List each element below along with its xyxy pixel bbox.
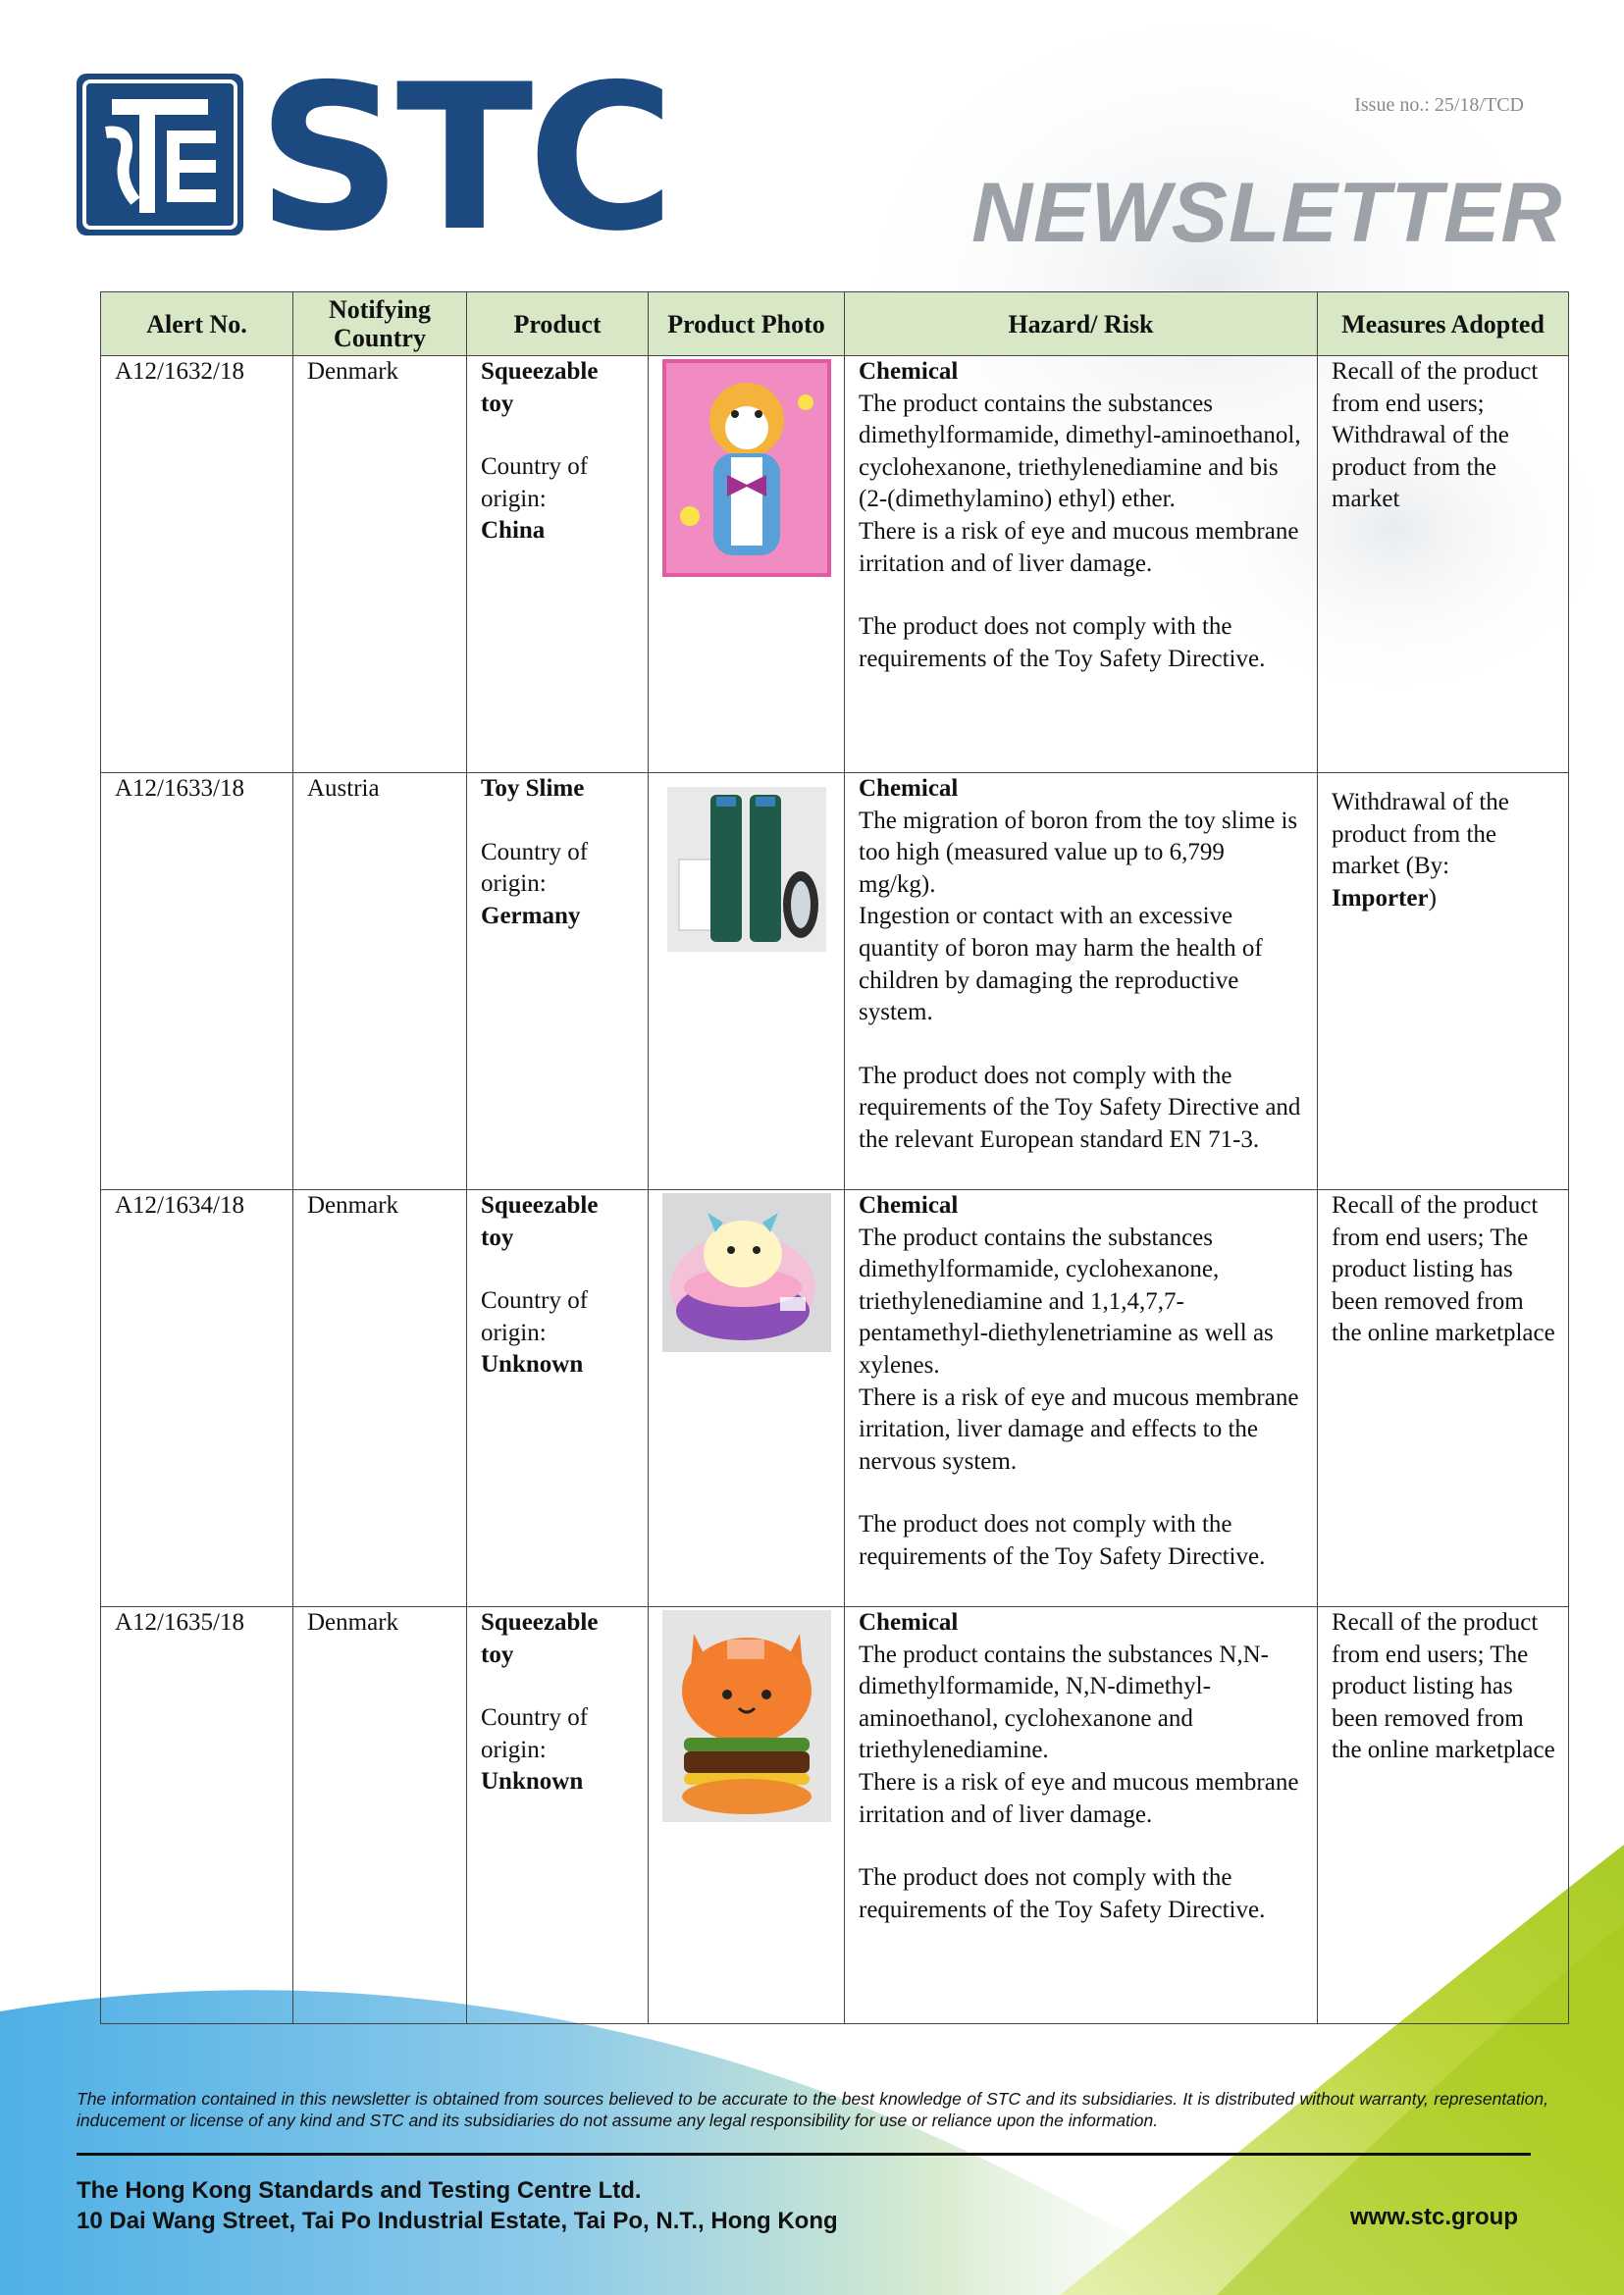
product-name: Squeezable toy xyxy=(481,358,599,417)
notifying-country: Denmark xyxy=(293,1607,467,2024)
measures-adopted xyxy=(1318,773,1569,1190)
product-photo-cell xyxy=(649,356,845,773)
notifying-country: Denmark xyxy=(293,1190,467,1607)
hazard-cell xyxy=(845,1607,1318,2024)
product-photo-cell xyxy=(649,1190,845,1607)
table-row xyxy=(101,356,1569,773)
header-hazard-risk: Hazard/ Risk xyxy=(845,292,1318,356)
hazard-cell xyxy=(845,773,1318,1190)
hazard-text: The product contains the substances dimethylformamide, cyclohexanone, triethylenediamine and 1,1,4,7,7-pentamethyl-diethylenetriamine as well as xylenes. xyxy=(859,1224,1274,1379)
footer-divider xyxy=(77,2153,1531,2156)
table-row xyxy=(101,1607,1569,2024)
notifying-country: Denmark xyxy=(293,356,467,773)
hazard-text: The migration of boron from the toy slime is too high (measured value up to 6,799 mg/kg). xyxy=(859,807,1298,898)
squeeze-toy-cat-burger-photo-icon xyxy=(662,1610,831,1822)
hazard-title: Chemical xyxy=(859,1192,959,1219)
compliance-text: The product does not comply with the requirements of the Toy Safety Directive. xyxy=(859,613,1266,672)
stc-logo-icon xyxy=(77,74,243,235)
origin-label: Country of origin: xyxy=(481,453,589,512)
alerts-table xyxy=(100,291,1569,2024)
origin-label: Country of origin: xyxy=(481,1287,589,1346)
origin-country: Unknown xyxy=(481,1768,584,1796)
table-header-row xyxy=(101,292,1569,356)
notifying-country: Austria xyxy=(293,773,467,1190)
hazard-cell xyxy=(845,1190,1318,1607)
product-name: Squeezable toy xyxy=(481,1609,599,1668)
stc-logo-text: STC xyxy=(257,42,669,276)
measures-text: Withdrawal of the product from the market (By: xyxy=(1332,789,1509,880)
company-address: 10 Dai Wang Street, Tai Po Industrial Estate, Tai Po, N.T., Hong Kong xyxy=(77,2208,838,2234)
product-photo-cell xyxy=(649,773,845,1190)
squeeze-toy-dog-photo-icon xyxy=(662,359,831,577)
origin-label: Country of origin: xyxy=(481,1704,589,1763)
website-link[interactable]: www.stc.group xyxy=(1349,2204,1518,2230)
measures-adopted: Recall of the product from end users; The product listing has been removed from the online marketplace xyxy=(1318,1607,1569,2024)
squeeze-toy-llama-photo-icon xyxy=(662,1193,831,1352)
product-cell xyxy=(467,773,649,1190)
hazard-text: The product contains the substances dimethylformamide, dimethyl-aminoethanol, cyclohexanone, triethylenediamine and bis (2-(dimethylamino) ethyl) ether. xyxy=(859,390,1301,513)
product-cell xyxy=(467,1190,649,1607)
header-product-photo: Product Photo xyxy=(649,292,845,356)
footer-company-block xyxy=(77,2175,838,2236)
product-photo-cell xyxy=(649,1607,845,2024)
measures-adopted: Recall of the product from end users; The product listing has been removed from the online marketplace xyxy=(1318,1190,1569,1607)
measures-close: ) xyxy=(1428,884,1437,912)
header-product: Product xyxy=(467,292,649,356)
footer-disclaimer: The information contained in this newsletter is obtained from sources believed to be accurate to the best knowledge of STC and its subsidiaries. It is distributed without warranty, representation, inducement or license of any kind and STC and its subsidiaries do not assume any legal responsibility for use or reliance upon the information. xyxy=(77,2089,1548,2130)
risk-text: There is a risk of eye and mucous membrane irritation and of liver damage. xyxy=(859,517,1299,577)
compliance-text: The product does not comply with the requirements of the Toy Safety Directive. xyxy=(859,1511,1266,1570)
risk-text: Ingestion or contact with an excessive quantity of boron may harm the health of children by damaging the reproductive system. xyxy=(859,903,1263,1026)
origin-country: Unknown xyxy=(481,1351,584,1379)
header-notifying-country: Notifying Country xyxy=(293,292,467,356)
measures-by: Importer xyxy=(1332,884,1429,912)
origin-label: Country of origin: xyxy=(481,838,589,898)
product-name: Squeezable toy xyxy=(481,1192,599,1251)
hazard-text: The product contains the substances N,N-dimethylformamide, N,N-dimethyl-aminoethanol, cyclohexanone and triethylenediamine. xyxy=(859,1641,1269,1764)
compliance-text: The product does not comply with the requirements of the Toy Safety Directive and the relevant European standard EN 71-3. xyxy=(859,1062,1301,1153)
compliance-text: The product does not comply with the requirements of the Toy Safety Directive. xyxy=(859,1864,1266,1923)
alert-no: A12/1635/18 xyxy=(101,1607,293,2024)
hazard-cell xyxy=(845,356,1318,773)
origin-country: Germany xyxy=(481,902,581,929)
issue-number: Issue no.: 25/18/TCD xyxy=(1354,94,1524,116)
table-row xyxy=(101,1190,1569,1607)
risk-text: There is a risk of eye and mucous membrane irritation and of liver damage. xyxy=(859,1768,1299,1828)
product-cell xyxy=(467,1607,649,2024)
product-cell xyxy=(467,356,649,773)
company-name: The Hong Kong Standards and Testing Centre Ltd. xyxy=(77,2177,642,2204)
hazard-title: Chemical xyxy=(859,1609,959,1636)
newsletter-title: NEWSLETTER xyxy=(971,166,1563,260)
origin-country: China xyxy=(481,517,546,545)
alert-no: A12/1632/18 xyxy=(101,356,293,773)
header-alert-no: Alert No. xyxy=(101,292,293,356)
hazard-title: Chemical xyxy=(859,358,959,385)
alert-no: A12/1634/18 xyxy=(101,1190,293,1607)
table-row xyxy=(101,773,1569,1190)
header-measures-adopted: Measures Adopted xyxy=(1318,292,1569,356)
risk-text: There is a risk of eye and mucous membrane irritation, liver damage and effects to the nervous system. xyxy=(859,1383,1299,1475)
hazard-title: Chemical xyxy=(859,775,959,802)
product-name: Toy Slime xyxy=(481,775,585,802)
measures-adopted: Recall of the product from end users; Withdrawal of the product from the market xyxy=(1318,356,1569,773)
toy-slime-bottles-photo-icon xyxy=(667,787,826,952)
alert-no: A12/1633/18 xyxy=(101,773,293,1190)
